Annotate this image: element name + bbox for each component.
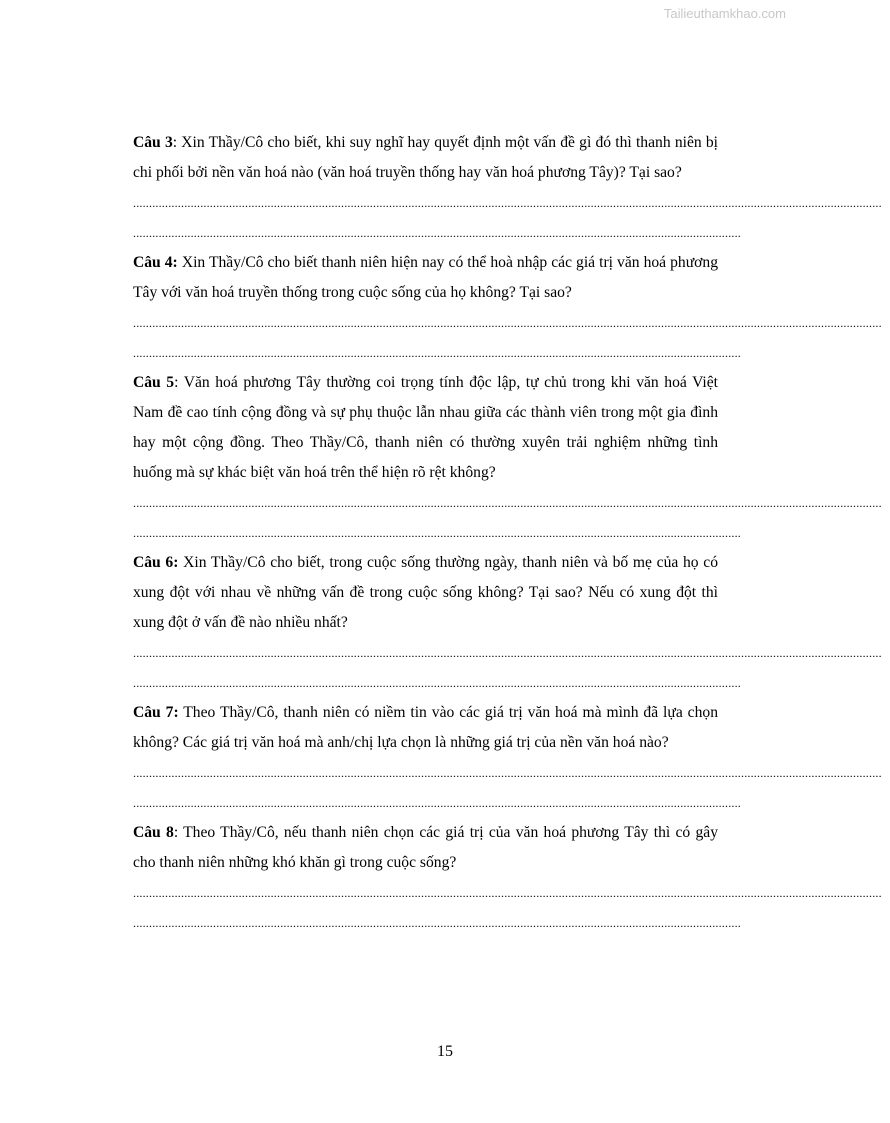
question-label: Câu 7: bbox=[133, 704, 179, 721]
question-text: Câu 7: Theo Thầy/Cô, thanh niên có niềm tin vào các giá trị văn hoá mà mình đã lựa chọn không? Các giá trị văn hoá mà anh/chị lựa chọn là những giá trị của nền văn hoá nào? bbox=[133, 704, 718, 751]
answer-line[interactable]: .............................................................................................................................................................................................. bbox=[133, 916, 741, 930]
answer-line[interactable]: .......................................................................................................................................................................................................................................... bbox=[133, 496, 882, 510]
page-number: 15 bbox=[437, 1043, 453, 1060]
question-label: Câu 3 bbox=[133, 134, 173, 151]
question-text: Câu 6: Xin Thầy/Cô cho biết, trong cuộc sống thường ngày, thanh niên và bố mẹ của họ có xung đột với nhau về những vấn đề trong cuộc sống không? Tại sao? Nếu có xung đột thì xung đột ở vấn đề nào nhiều nhất? bbox=[133, 554, 718, 631]
answer-line[interactable]: .......................................................................................................................................................................................................................................... bbox=[133, 646, 882, 660]
answer-line[interactable]: .............................................................................................................................................................................................. bbox=[133, 796, 741, 810]
answer-line[interactable]: .......................................................................................................................................................................................................................................... bbox=[133, 886, 882, 900]
question-label: Câu 8 bbox=[133, 824, 174, 841]
answer-line[interactable]: .......................................................................................................................................................................................................................................... bbox=[133, 316, 882, 330]
watermark: Tailieuthamkhao.com bbox=[663, 6, 786, 21]
question-label: Câu 5 bbox=[133, 374, 175, 391]
answer-line[interactable]: .......................................................................................................................................................................................................................................... bbox=[133, 196, 882, 210]
question-block bbox=[133, 248, 882, 368]
answer-line[interactable]: .......................................................................................................................................................................................................................................... bbox=[133, 766, 882, 780]
question-text: Câu 8: Theo Thầy/Cô, nếu thanh niên chọn các giá trị của văn hoá phương Tây thì có gây cho thanh niên những khó khăn gì trong cuộc sống? bbox=[133, 824, 718, 871]
question-text: Câu 4: Xin Thầy/Cô cho biết thanh niên hiện nay có thể hoà nhập các giá trị văn hoá phương Tây với văn hoá truyền thống trong cuộc sống của họ không? Tại sao? bbox=[133, 254, 719, 301]
question-block bbox=[133, 128, 882, 248]
question-block bbox=[133, 368, 882, 548]
answer-line[interactable]: .............................................................................................................................................................................................. bbox=[133, 346, 741, 360]
question-block bbox=[133, 698, 882, 818]
question-label: Câu 6: bbox=[133, 554, 179, 571]
question-text: Câu 5: Văn hoá phương Tây thường coi trọng tính độc lập, tự chủ trong khi văn hoá Việt Nam đề cao tính cộng đồng và sự phụ thuộc lẫn nhau giữa các thành viên trong một gia đình hay một cộng đồng. Theo Thầy/Cô, thanh niên có thường xuyên trải nghiệm những tình huống mà sự khác biệt văn hoá trên thể hiện rõ rệt không? bbox=[133, 374, 718, 481]
question-text: Câu 3: Xin Thầy/Cô cho biết, khi suy nghĩ hay quyết định một vấn đề gì đó thì thanh niên bị chi phối bởi nền văn hoá nào (văn hoá truyền thống hay văn hoá phương Tây)? Tại sao? bbox=[133, 134, 719, 181]
question-label: Câu 4: bbox=[133, 254, 178, 271]
question-block bbox=[133, 548, 882, 698]
question-block bbox=[133, 818, 882, 938]
answer-line[interactable]: .............................................................................................................................................................................................. bbox=[133, 676, 741, 690]
answer-line[interactable]: .............................................................................................................................................................................................. bbox=[133, 226, 741, 240]
answer-line[interactable]: .............................................................................................................................................................................................. bbox=[133, 526, 741, 540]
questionnaire-body bbox=[133, 128, 882, 938]
